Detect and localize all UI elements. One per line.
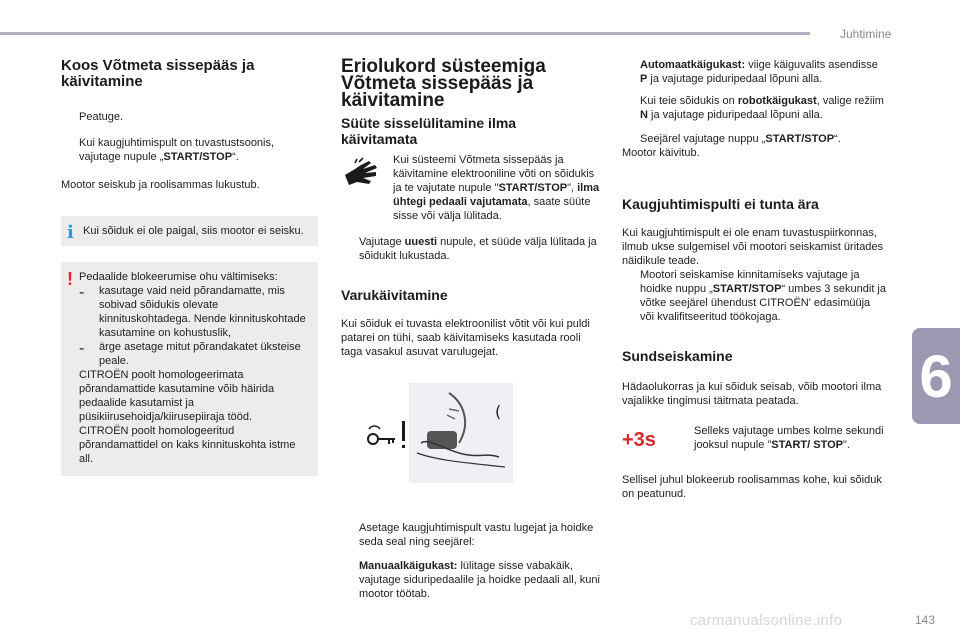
bullet-marker-icon (622, 94, 640, 122)
column-middle (341, 58, 603, 601)
watermark: carmanualsonline.info (690, 612, 843, 629)
ignition-text: Kui süsteemi Võtmeta sissepääs ja käivitamine elektrooniline võti on sõidukis ja te vajutate nupule "START/STOP", ilma ühtegi pedaali vajutamata, saate süüte sisse või välja lülitada. (393, 154, 600, 222)
bullet-press-again: Vajutage uuesti nupule, et süüde välja lülitada ja sõidukit lukustada. (341, 235, 603, 263)
page-number: 143 (915, 613, 936, 627)
heading-backup-start: Varukäivitamine (341, 287, 448, 303)
bullet-manual-gearbox: Manuaalkäigukast: lülitage sisse vabakäik, vajutage siduripedaalile ja hoidke pedaali all, kuni mootor töötab. (341, 559, 603, 601)
engine-stops-text: Mootor seiskub ja roolisammas lukustub. (61, 179, 260, 191)
plus-3s-icon (622, 424, 668, 452)
bullet-marker-icon (341, 521, 359, 549)
info-icon: i (67, 222, 74, 243)
bullet-marker-icon (622, 58, 640, 86)
bullet-press-three-seconds: Selleks vajutage umbes kolme sekundi jooksul nupule "START/ STOP". (676, 424, 886, 457)
bullet-confirm-stop: Mootori seiskamise kinnitamiseks vajutage ja hoidke nuppu „START/STOP“ umbes 3 sekundit ja võtke seejärel ühendust CITROËN' edasimüüja või kvalifitseeritud töökojaga. (622, 268, 887, 324)
bullet-place-remote: Asetage kaugjuhtimispult vastu lugejat ja hoidke seda seal ning seejärel: (341, 521, 603, 549)
steering-lock-text: Sellisel juhul blokeerub roolisammas kohe, kui sõiduk on peatunud. (622, 474, 882, 500)
svg-text:(: ( (495, 402, 502, 421)
keyless-hand-icon (341, 155, 383, 191)
bullet-marker-icon (622, 132, 640, 146)
heading-keyless-stop: Koos Võtmeta sissepääs ja käivitamine (61, 57, 255, 90)
heading-special-case: Eriolukord süsteemiga Võtmeta sissepääs ja käivitamine (341, 56, 546, 111)
heading-forced-stop: Sundseiskamine (622, 348, 733, 364)
bullet-marker-icon (676, 424, 694, 457)
warning-box: ! Pedaalide blokeerumise ohu vältimiseks: - kasutage vaid neid põrandamatte, mis sobivad sõidukis olevate kinnituskohtadega. Nende kinnituskohtade kasutamine on kohustuslik, - ärge asetage mitut põrandakatet üksteise peale. CITROËN poolt homologeerimata põrandamattide kasutamine võib häirida pedaalide kasutamist ja püsikiirusehoidja/kiirusepiiraja tööd. CITROËN poolt homologeeritud põrandamattidel on kaks kinnituskohta istme all. (61, 262, 318, 476)
bullet-stop: Peatuge. (61, 110, 318, 124)
forced-stop-text: Hädaolukorras ja kui sõiduk seisab, võib mootori ilma vajalikke tingimusi täitmata peatada. (622, 381, 882, 407)
key-warning-icon (363, 417, 411, 453)
chapter-tab: 6 (912, 328, 960, 424)
heading-remote-not-recognized: Kaugjuhtimispulti ei tunta ära (622, 196, 819, 212)
bullet-marker-icon (61, 110, 79, 124)
warning-icon: ! (67, 269, 73, 289)
subheading-ignition: Süüte sisselülitamine ilma käivitamata (341, 115, 517, 147)
engine-starts-text: Mootor käivitub. (622, 147, 700, 159)
column-right (622, 58, 887, 501)
plus-3s-label: +3s (622, 429, 656, 451)
bullet-robot-gearbox: Kui teie sõidukis on robotkäigukast, valige režiim N ja vajutage piduripedaal lõpuni alla. (622, 94, 887, 122)
backup-reader-illustration (409, 383, 513, 483)
column-left (61, 58, 318, 476)
header-rule (0, 32, 810, 35)
bullet-marker-icon (61, 136, 79, 164)
info-box: i Kui sõiduk ei ole paigal, siis mootor ei seisku. (61, 216, 318, 246)
remote-not-recognized-text: Kui kaugjuhtimispult ei ole enam tuvastuspiirkonnas, ilmub ukse sulgemisel või mootori seiskamist üritades näidikule teade. (622, 227, 884, 267)
bullet-press-start-stop: Seejärel vajutage nuppu „START/STOP“. (622, 132, 887, 146)
section-title: Juhtimine (840, 27, 892, 41)
bullet-marker-icon (341, 235, 359, 263)
bullet-press-start: Kui kaugjuhtimispult on tuvastustsoonis, vajutage nupule „START/STOP“. (61, 136, 318, 164)
bullet-automatic-gearbox: Automaatkäigukast: viige käiguvalits asendisse P ja vajutage piduripedaal lõpuni alla. (622, 58, 887, 86)
bullet-marker-icon (622, 268, 640, 324)
backup-text: Kui sõiduk ei tuvasta elektroonilist võtit või kui puldi patarei on tühi, saab käivitamiseks kasutada rooli taga vasakul asuvat varulugejat. (341, 318, 590, 358)
bullet-marker-icon (341, 559, 359, 601)
